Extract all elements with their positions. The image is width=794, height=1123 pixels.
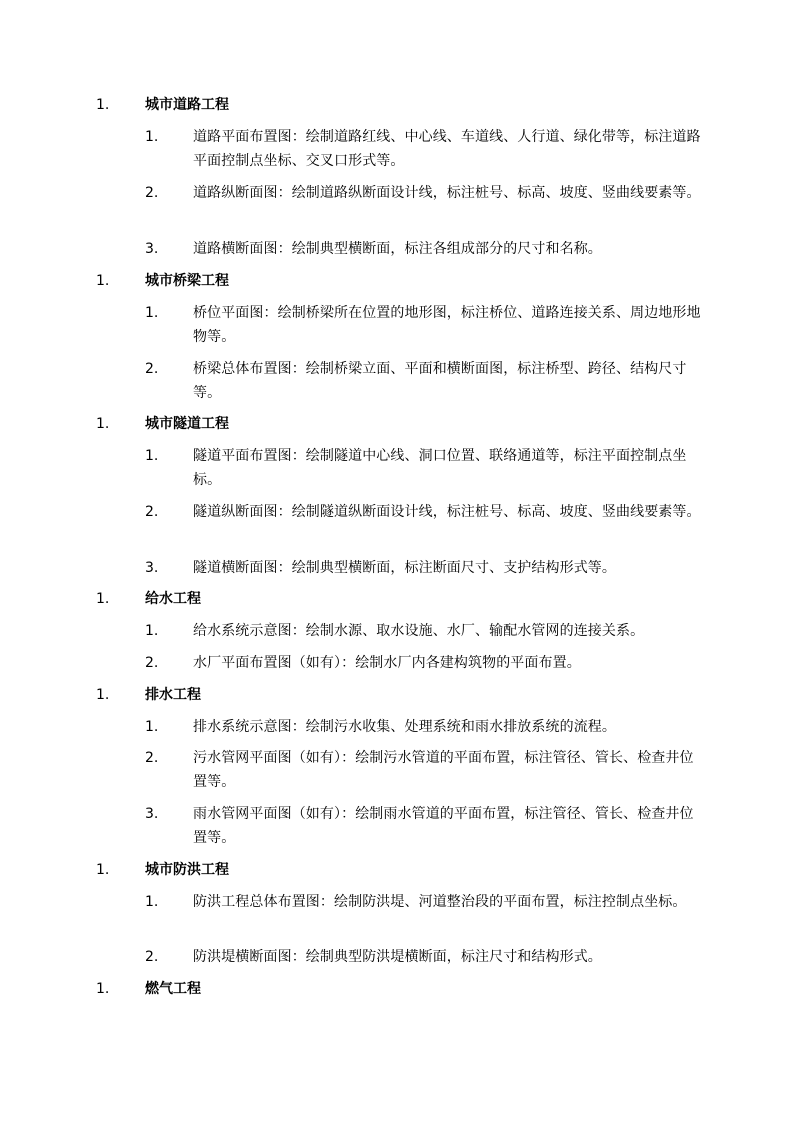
item-number: 1. [145,305,159,321]
item-text: 道路横断面图：绘制典型横断面，标注各组成部分的尺寸和名称。 [193,241,602,257]
item-number: 2. [145,750,159,766]
item-number: 1. [145,719,159,735]
item-text: 排水系统示意图：绘制污水收集、处理系统和雨水排放系统的流程。 [193,719,616,735]
section-title: 城市道路工程 [145,97,229,113]
section-title: 城市隧道工程 [145,416,229,432]
section-title: 排水工程 [145,687,201,703]
section-number: 1. [96,862,110,878]
section-number: 1. [96,273,110,289]
item-text: 隧道平面布置图：绘制隧道中心线、洞口位置、联络通道等，标注平面控制点坐标。 [193,448,687,488]
item-number: 2. [145,655,159,671]
section-number: 1. [96,416,110,432]
section-number: 1. [96,981,110,997]
section-number: 1. [96,687,110,703]
item-number: 1. [145,448,159,464]
item-text: 给水系统示意图：绘制水源、取水设施、水厂、输配水管网的连接关系。 [193,623,645,639]
item-text: 桥梁总体布置图：绘制桥梁立面、平面和横断面图，标注桥型、跨径、结构尺寸等。 [193,361,687,401]
item-text: 隧道横断面图：绘制典型横断面，标注断面尺寸、支护结构形式等。 [193,560,616,576]
item-text: 污水管网平面图（如有）：绘制污水管道的平面布置，标注管径、管长、检查井位置等。 [193,750,694,790]
item-text: 防洪堤横断面图：绘制典型防洪堤横断面，标注尺寸和结构形式。 [193,949,602,965]
item-number: 2. [145,949,159,965]
item-text: 雨水管网平面图（如有）：绘制雨水管道的平面布置，标注管径、管长、检查井位置等。 [193,806,694,846]
item-text: 防洪工程总体布置图：绘制防洪堤、河道整治段的平面布置，标注控制点坐标。 [193,894,687,910]
item-number: 3. [145,806,159,822]
item-number: 1. [145,894,159,910]
item-number: 2. [145,361,159,377]
item-text: 道路纵断面图：绘制道路纵断面设计线，标注桩号、标高、坡度、竖曲线要素等。 [193,185,701,201]
item-text: 桥位平面图：绘制桥梁所在位置的地形图，标注桥位、道路连接关系、周边地形地物等。 [193,305,701,345]
item-number: 1. [145,129,159,145]
section-title: 给水工程 [145,591,201,607]
section-title: 城市防洪工程 [145,862,229,878]
item-number: 2. [145,185,159,201]
item-number: 3. [145,241,159,257]
item-number: 3. [145,560,159,576]
item-text: 道路平面布置图：绘制道路红线、中心线、车道线、人行道、绿化带等，标注道路平面控制点坐标、交叉口形式等。 [193,129,701,169]
item-number: 1. [145,623,159,639]
item-text: 隧道纵断面图：绘制隧道纵断面设计线，标注桩号、标高、坡度、竖曲线要素等。 [193,504,701,520]
section-title: 燃气工程 [145,981,201,997]
item-number: 2. [145,504,159,520]
section-number: 1. [96,97,110,113]
item-text: 水厂平面布置图（如有）：绘制水厂内各建构筑物的平面布置。 [193,655,581,671]
section-number: 1. [96,591,110,607]
section-title: 城市桥梁工程 [145,273,229,289]
